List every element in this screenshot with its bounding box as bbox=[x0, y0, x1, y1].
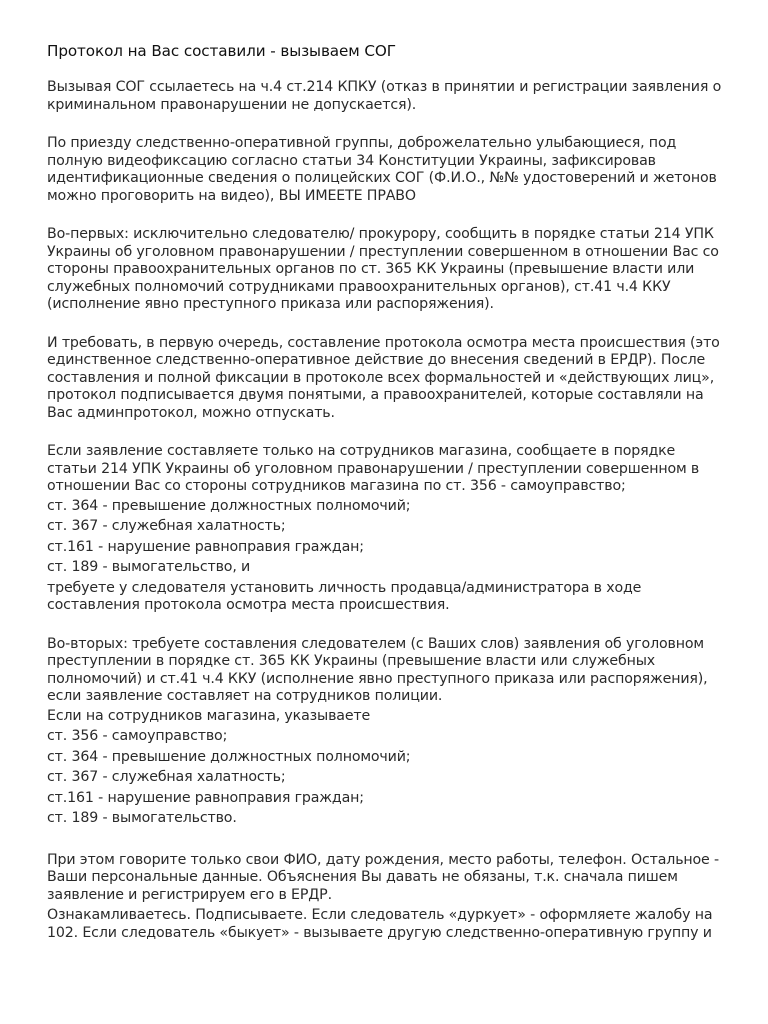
paragraph-4: И требовать, в первую очередь, составление протокола осмотра места происшествия (это единственное следственно-оперативное действие до внесения сведений в ЕРДР). После составления и полной фиксации в протоколе всех формальностей и «действующих лиц», протокол подписывается двумя понятыми, а правоохранителей, которые составляли на Вас админпротокол, можно отпускать. bbox=[47, 334, 720, 421]
paragraph-gap bbox=[47, 831, 727, 852]
list-item: ст. 189 - вымогательство. bbox=[47, 810, 237, 826]
paragraph-6-lead: Если на сотрудников магазина, указываете bbox=[47, 707, 371, 724]
paragraph-gap bbox=[47, 205, 727, 226]
paragraph-2: По приезду следственно-оперативной группы, доброжелательно улыбающиеся, под полную видеофиксацию согласно статьи 34 Конституции Украины, зафиксировав идентификационные сведения о полицейских СОГ (Ф.И.О., №№ удостоверений и жетонов можно проговорить на видео), ВЫ ИМЕЕТЕ ПРАВО bbox=[47, 135, 717, 204]
paragraph-gap bbox=[47, 615, 727, 636]
paragraph-gap bbox=[47, 314, 727, 335]
list-item: ст. 356 - самоуправство; bbox=[47, 728, 228, 744]
list-item: ст. 364 - превышение должностных полномочий; bbox=[47, 497, 411, 514]
list-item: ст.161 - нарушение равноправия граждан; bbox=[47, 538, 364, 555]
list-item: ст. 367 - служебная халатность; bbox=[47, 518, 286, 534]
document-body bbox=[47, 41, 727, 942]
paragraph-5-outro: требуете у следователя установить личность продавца/администратора в ходе составления протокола осмотра места происшествия. bbox=[47, 579, 642, 613]
paragraph-3: Во-первых: исключительно следователю/ прокурору, сообщить в порядке статьи 214 УПК Украины об уголовном правонарушении / преступлении совершенном в отношении Вас со стороны правоохранительных органов по ст. 365 КК Украины (превышение власти или служебных полномочий сотрудниками правоохранительных органов), ст.41 ч.4 ККУ (исполнение явно преступного приказа или распоряжения). bbox=[47, 226, 719, 312]
paragraph-7: При этом говорите только свои ФИО, дату рождения, место работы, телефон. Остальное - Ваши персональные данные. Объяснения Вы давать не обязаны, т.к. сначала пишем заявление и регистрируем его в ЕРДР. bbox=[47, 851, 719, 903]
list-item: ст. 189 - вымогательство, и bbox=[47, 559, 251, 575]
paragraph-gap bbox=[47, 114, 727, 135]
paragraph-8: Ознакамливаетесь. Подписываете. Если следователь «дуркует» - оформляете жалобу на 102. Если следователь «быкует» - вызываете другую следственно-оперативную группу и bbox=[47, 907, 713, 941]
list-item: ст. 367 - служебная халатность; bbox=[47, 769, 286, 785]
document-title: Протокол на Вас составили - вызываем СОГ bbox=[47, 42, 396, 60]
list-item: ст.161 - нарушение равноправия граждан; bbox=[47, 789, 364, 806]
list-item: ст. 364 - превышение должностных полномочий; bbox=[47, 748, 411, 765]
paragraph-6-intro: Во-вторых: требуете составления следователем (с Ваших слов) заявления об уголовном преступлении в порядке ст. 365 КК Украины (превышение власти или служебных полномочий) и ст.41 ч.4 ККУ (исполнение явно преступного приказа или распоряжения), если заявление составляет на сотрудников полиции. bbox=[47, 635, 708, 704]
paragraph-5-intro: Если заявление составляете только на сотрудников магазина, сообщаете в порядке статьи 214 УПК Украины об уголовном правонарушении / преступлении совершенном в отношении Вас со стороны сотрудников магазина по ст. 356 - самоуправство; bbox=[47, 443, 700, 494]
paragraph-1: Вызывая СОГ ссылаетесь на ч.4 ст.214 КПКУ (отказ в принятии и регистрации заявления о криминальном правонарушении не допускается). bbox=[47, 79, 722, 113]
paragraph-gap bbox=[47, 422, 727, 443]
